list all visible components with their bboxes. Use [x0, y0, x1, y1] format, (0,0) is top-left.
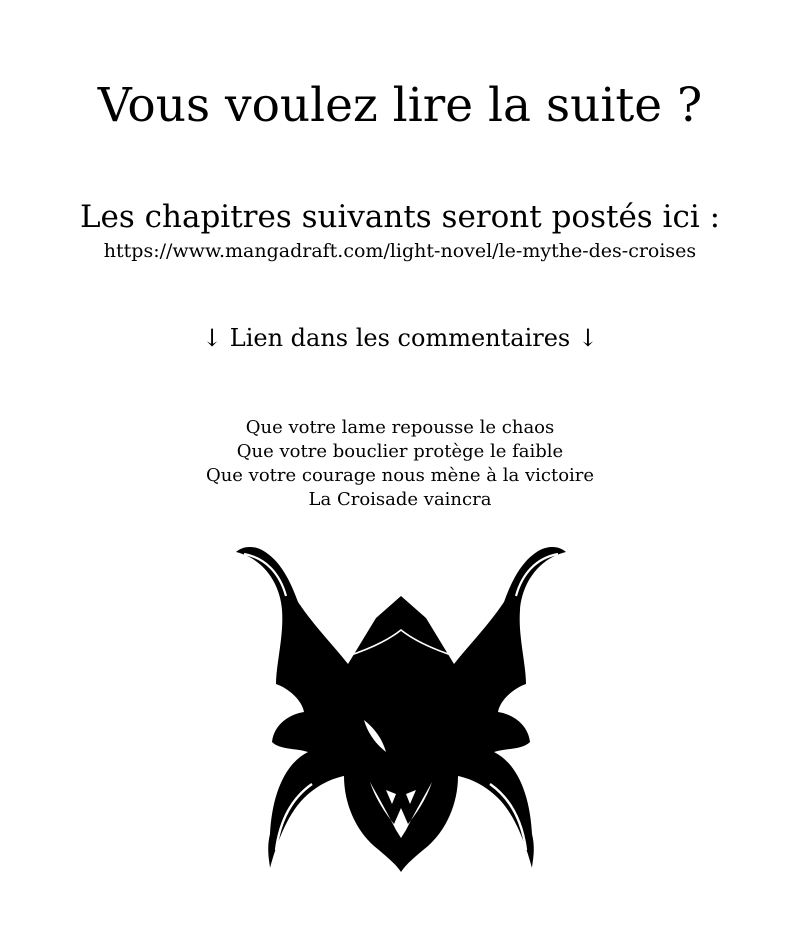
motto-line: La Croisade vaincra [308, 489, 492, 510]
link-in-comments-note: ↓ Lien dans les commentaires ↓ [202, 324, 598, 352]
horned-helmet-emblem-icon [236, 538, 566, 874]
page-subtitle: Les chapitres suivants seront postés ici : [79, 199, 721, 235]
page-title: Vous voulez lire la suite ? [97, 78, 703, 133]
motto-line: Que votre lame repousse le chaos [245, 417, 555, 438]
motto [0, 416, 800, 512]
motto-line: Que votre bouclier protège le faible [236, 441, 564, 462]
chapters-url: https://www.mangadraft.com/light-novel/le-mythe-des-croises [103, 240, 697, 262]
motto-line: Que votre courage nous mène à la victoire [205, 465, 595, 486]
